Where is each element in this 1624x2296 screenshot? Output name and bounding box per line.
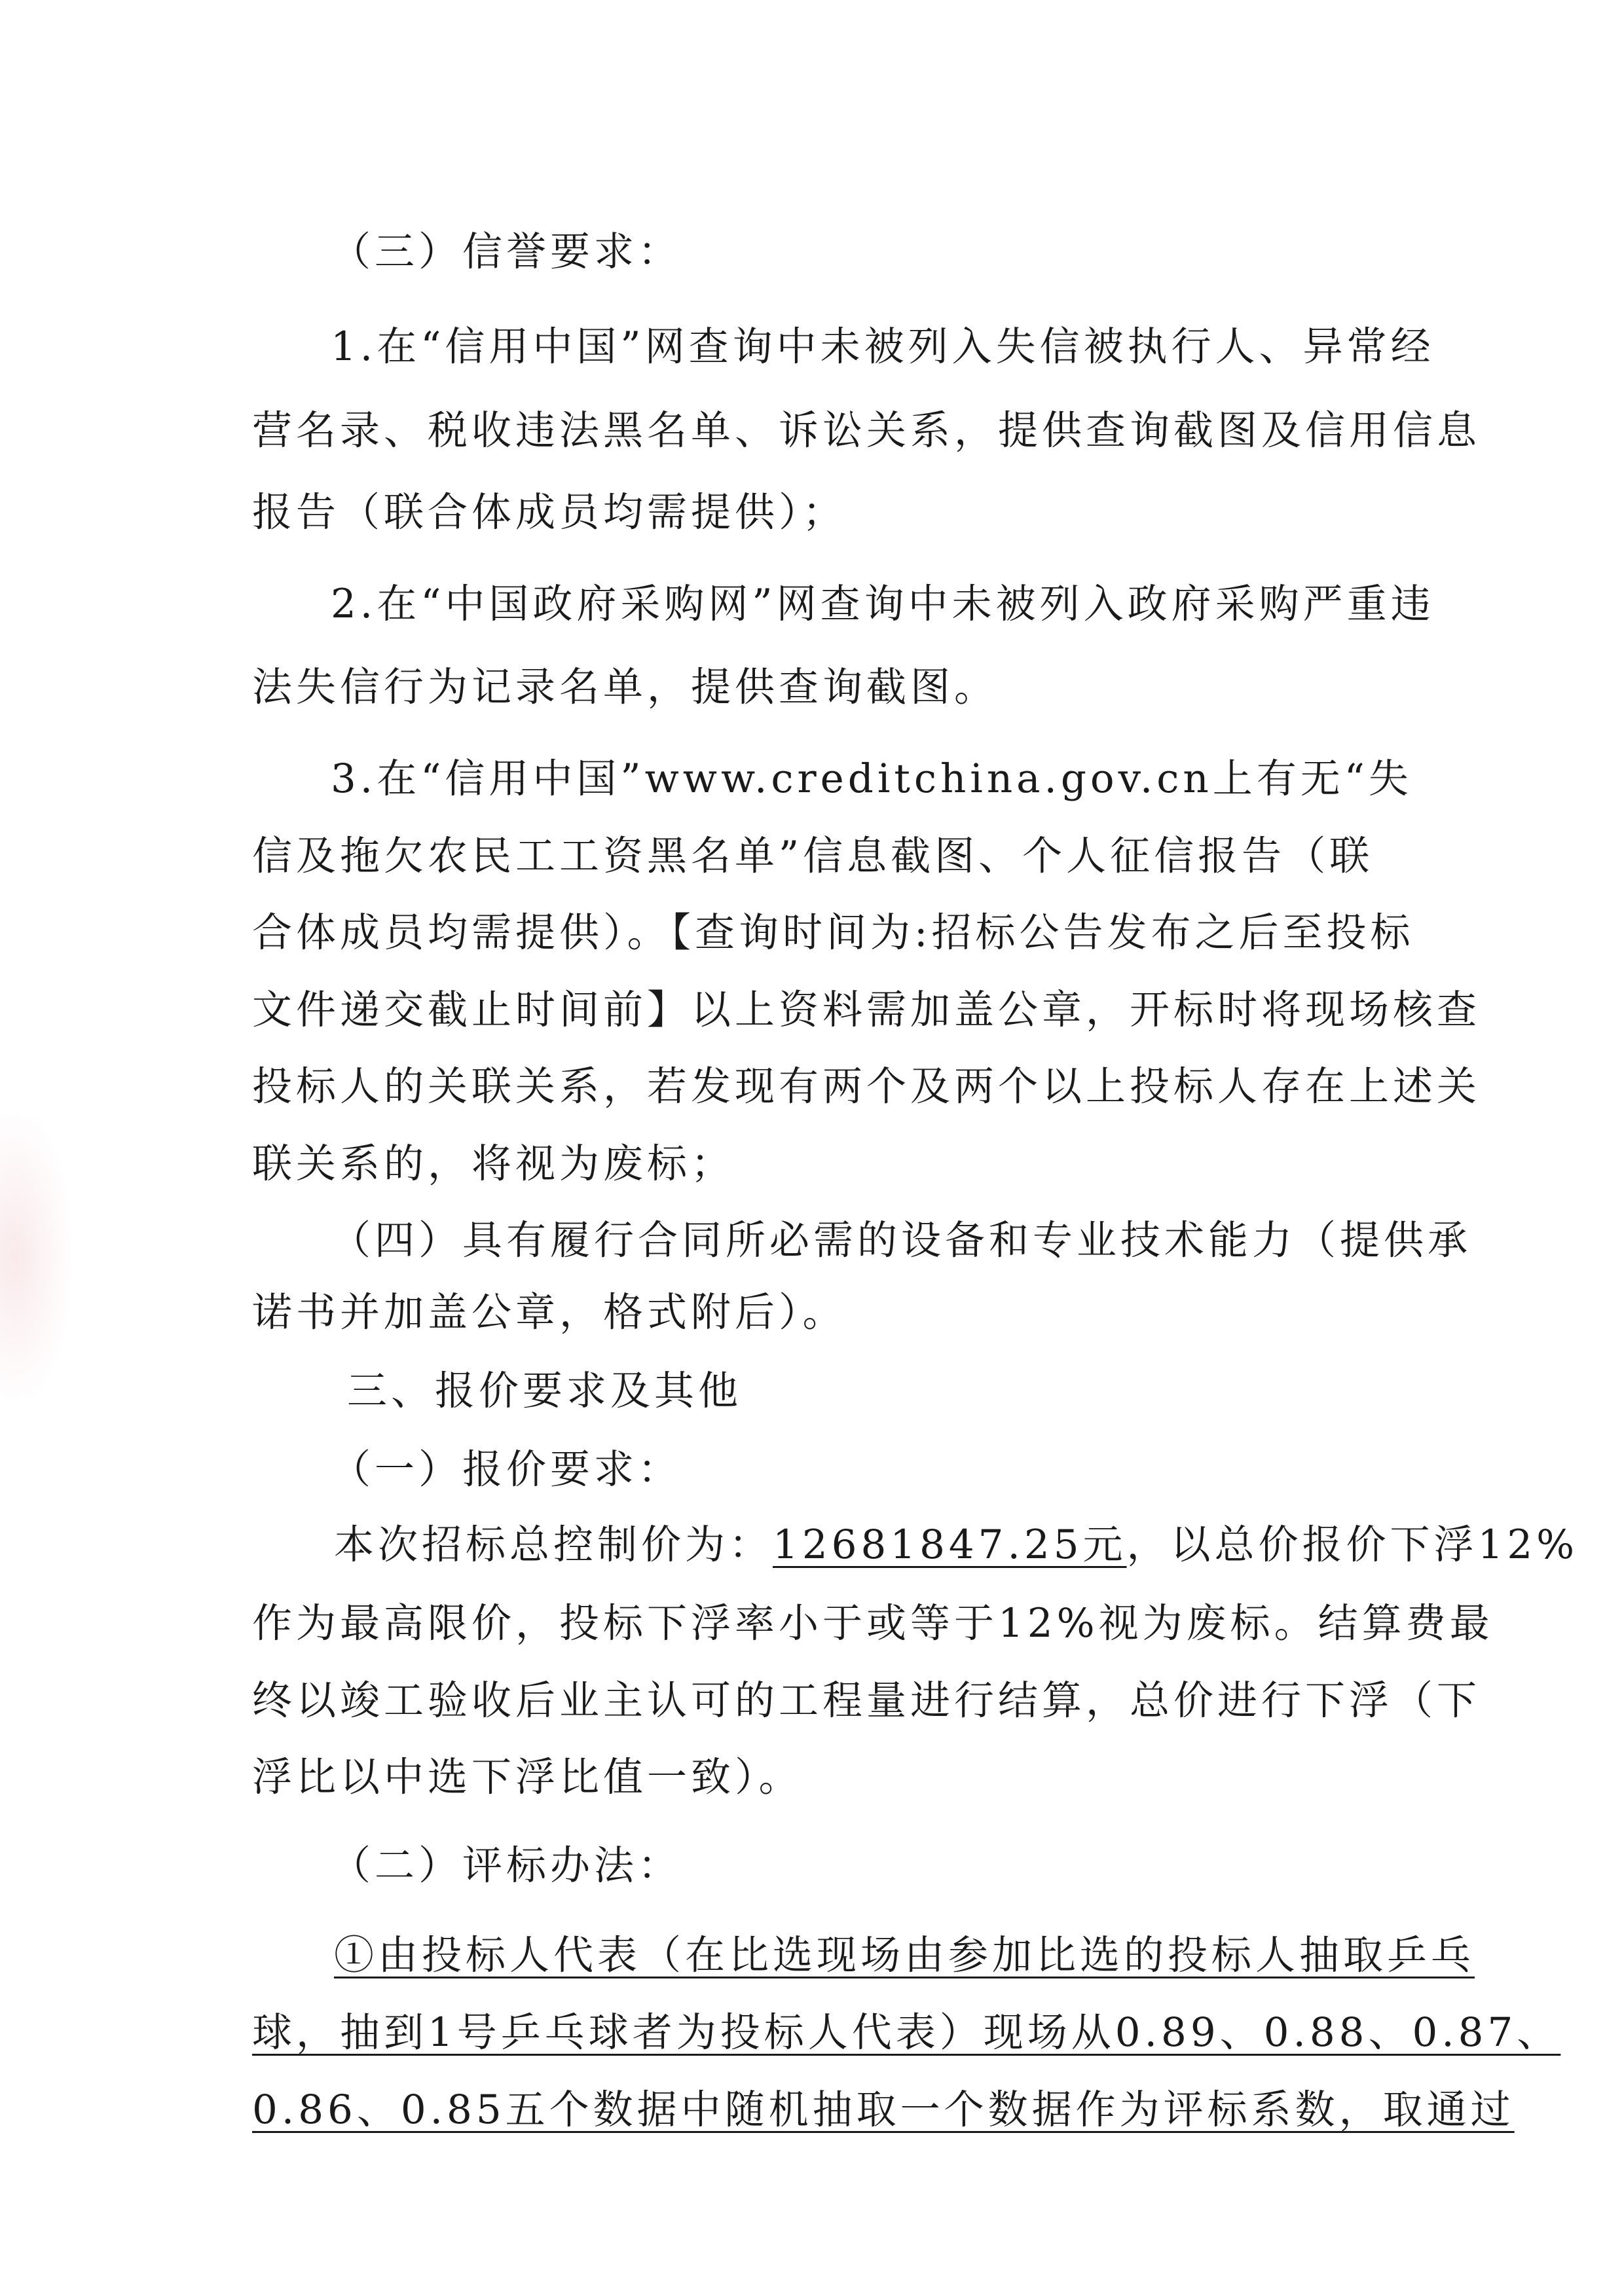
paragraph-line: 浮比以中选下浮比值一致）。 [252, 1754, 803, 1800]
paragraph-line: 法失信行为记录名单，提供查询截图。 [252, 664, 999, 710]
paragraph-line: 2.在“中国政府采购网”网查询中未被列入政府采购严重违 [331, 581, 1435, 627]
paragraph-line: 联关系的，将视为废标； [252, 1140, 735, 1187]
section-heading-evaluation: （二）评标办法： [331, 1842, 682, 1889]
paragraph-line: 合体成员均需提供）。【查询时间为:招标公告发布之后至投标 [252, 909, 1414, 956]
paragraph-line-underlined: ①由投标人代表（在比选现场由参加比选的投标人抽取乒乓 [334, 1932, 1475, 1978]
paragraph-line: 诺书并加盖公章，格式附后）。 [252, 1289, 847, 1336]
section-heading-pricing-other: 三、报价要求及其他 [347, 1368, 743, 1414]
section-heading-pricing: （一）报价要求： [331, 1446, 682, 1493]
paragraph-line: 投标人的关联关系，若发现有两个及两个以上投标人存在上述关 [252, 1063, 1481, 1110]
paragraph-line: 信及拖欠农民工工资黑名单”信息截图、个人征信报告（联 [252, 833, 1374, 879]
section-heading-credit: （三）信誉要求： [331, 228, 682, 275]
paragraph-line: 营名录、税收违法黑名单、诉讼关系，提供查询截图及信用信息 [252, 407, 1481, 454]
paragraph-line: 作为最高限价，投标下浮率小于或等于12%视为废标。结算费最 [252, 1600, 1494, 1647]
price-label: 本次招标总控制价为： [334, 1522, 773, 1568]
price-line [334, 1519, 1579, 1571]
paragraph-line: 终以竣工验收后业主认可的工程量进行结算，总价进行下浮（下 [252, 1677, 1481, 1724]
paragraph-line: 报告（联合体成员均需提供）； [252, 489, 847, 536]
price-rest: ，以总价报价下浮12% [1126, 1522, 1579, 1568]
total-control-price: 12681847.25元 [773, 1522, 1127, 1568]
paragraph-line: 3.在“信用中国”www.creditchina.gov.cn上有无“失 [331, 756, 1412, 802]
paragraph-line-underlined: 0.86、0.85五个数据中随机抽取一个数据作为评标系数，取通过 [252, 2086, 1515, 2133]
paragraph-line: 文件递交截止时间前】以上资料需加盖公章，开标时将现场核查 [252, 987, 1481, 1033]
seal-edge-mark [0, 1113, 72, 1401]
section-heading-capability: （四）具有履行合同所必需的设备和专业技术能力（提供承 [331, 1217, 1472, 1264]
paragraph-line: 1.在“信用中国”网查询中未被列入失信被执行人、异常经 [331, 323, 1435, 370]
paragraph-line-underlined: 球，抽到1号乒乓球者为投标人代表）现场从0.89、0.88、0.87、 [252, 2009, 1561, 2056]
